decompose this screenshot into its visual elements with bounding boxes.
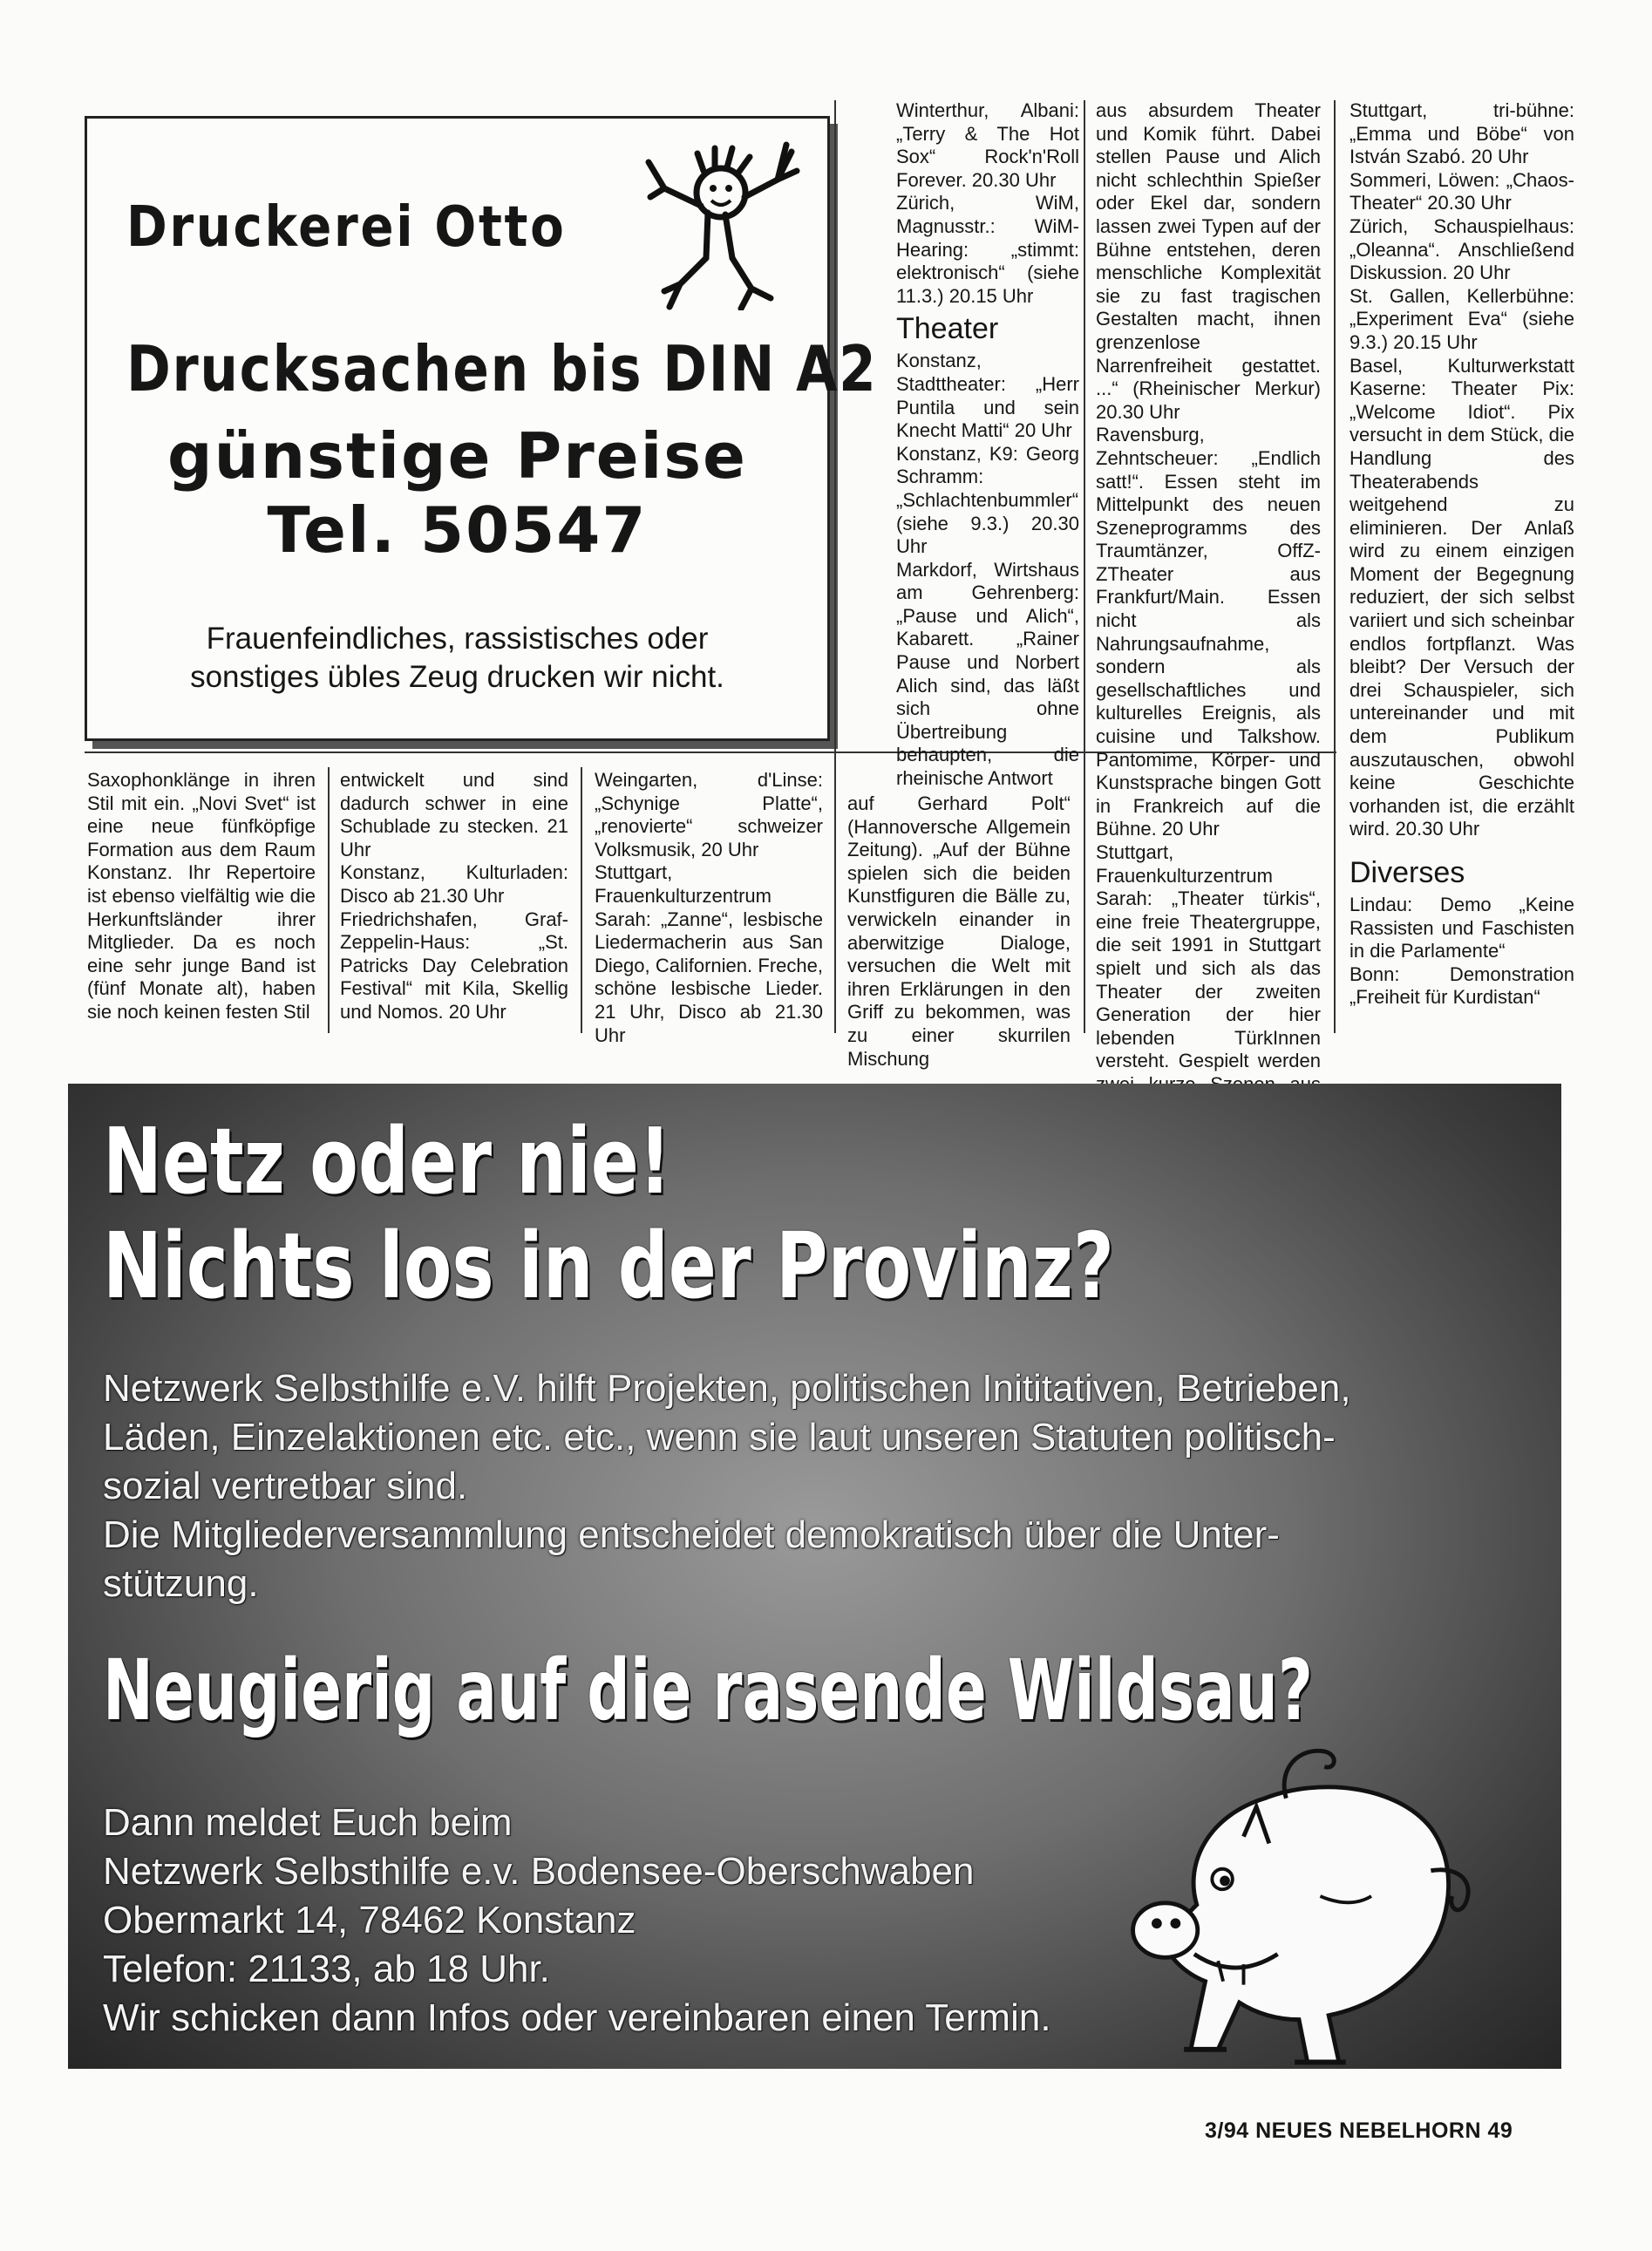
paragraph: aus absurdem Theater und Komik führt. Dabei stellen Pause und Alich nicht schlechthin Spießer oder Ekel dar, sondern lassen zwei Typen auf der Bühne entstehen, deren menschliche Komplexität sie zu fast tragischen Gestalten macht, ihnen grenzenlose Narrenfreiheit gestattet. ...“ (Rheinischer Merkur) 20.30 Uhr (1096, 99, 1321, 423)
column-rule (328, 767, 330, 1033)
ad-service: Drucksachen bis DIN A2 (126, 332, 878, 405)
paragraph: auf Gerhard Polt“ (Hannoversche Allgemein Zeitung). „Auf der Bühne spielen sich die beiden Kunstfiguren die Bälle zu, verwickeln einander in aberwitzige Dialoge, versuchen die Welt mit ihren Erklärungen in den Griff zu bekommen, was zu einer skurrilen Mischung (847, 792, 1071, 1070)
paragraph: Winterthur, Albani: „Terry & The Hot Sox“ Rock'n'Roll Forever. 20.30 Uhr (896, 99, 1079, 191)
ad-contact-line: Wir schicken dann Infos oder vereinbaren einen Termin. (103, 1996, 1051, 2039)
ad-slogan-line-2: sonstiges übles Zeug drucken wir nicht. (190, 660, 724, 694)
column-5 (1096, 99, 1321, 1166)
column-4-bottom (847, 792, 1071, 1071)
paragraph: Friedrichshafen, Graf-Zeppelin-Haus: „St. Patricks Day Celebration Festival“ mit Kila, Skellig und Nomos. 20 Uhr (340, 908, 568, 1023)
section-heading-diverses: Diverses (1349, 856, 1465, 889)
column-rule (1084, 100, 1085, 1033)
ad-contact-line: Dann meldet Euch beim (103, 1801, 513, 1844)
column-2 (340, 769, 568, 1024)
ad-headline-3: Neugierig auf die rasende Wildsau? (103, 1642, 1313, 1739)
column-3 (595, 769, 823, 1047)
paragraph: Zürich, Schauspielhaus: „Oleanna“. Anschließend Diskussion. 20 Uhr (1349, 214, 1574, 284)
ad-body-line: Läden, Einzelaktionen etc. etc., wenn sie laut unseren Statuten politisch- (103, 1416, 1336, 1459)
ad-contact-line: Netzwerk Selbsthilfe e.v. Bodensee-Oberschwaben (103, 1850, 975, 1893)
paragraph: Sommeri, Löwen: „Chaos-Theater“ 20.30 Uhr (1349, 168, 1574, 214)
paragraph: Konstanz, Kulturladen: Disco ab 21.30 Uhr (340, 861, 568, 907)
paragraph: Markdorf, Wirtshaus am Gehrenberg: „Pause und Alich“, Kabarett. „Rainer Pause und Norbert Alich sind, das läßt sich ohne Übertreibung behaupten, die rheinische Antwort (896, 558, 1079, 790)
paragraph: Lindau: Demo „Keine Rassisten und Faschisten in die Parlamente“ (1349, 894, 1574, 962)
ad-phone: Tel. 50547 (267, 493, 648, 567)
ad-body-line: Netzwerk Selbsthilfe e.V. hilft Projekten, politischen Inititativen, Betrieben, (103, 1367, 1351, 1410)
section-heading-theater: Theater (896, 312, 999, 346)
column-1 (87, 769, 316, 1024)
ad-body-line: Die Mitgliederversammlung entscheidet demokratisch über die Unter- (103, 1513, 1280, 1556)
ad-headline-2: Nichts los in der Provinz? (103, 1213, 1114, 1319)
ad-company-name: Druckerei Otto (126, 195, 567, 260)
paragraph: Stuttgart, tri-bühne: „Emma und Böbe“ von István Szabó. 20 Uhr (1349, 99, 1574, 168)
column-rule (581, 767, 582, 1033)
column-6 (1349, 99, 1574, 1010)
paragraph: Basel, Kulturwerkstatt Kaserne: Theater Pix: „Welcome Idiot“. Pix versucht in dem Stück, die Handlung des Theaterabends weitgehend zu eliminieren. Der Anlaß wird zu einem einzigen Moment der Begegnung reduziert, der sich selbst variiert und sich scheinbar endlos fortpflanzt. Was bleibt? Der Versuch der drei Schauspieler, sich untereinander und mit dem Publikum auszutauschen, obwohl keine Geschichte vorhanden ist, die erzählt wird. 20.30 Uhr (1349, 354, 1575, 840)
druckerei-ad (85, 116, 878, 741)
ad-body-line: stützung. (103, 1562, 259, 1605)
column-rule (1334, 100, 1336, 1033)
ad-slogan (87, 620, 827, 697)
column-rule (834, 100, 836, 1033)
wild-boar-icon (1116, 1709, 1482, 2084)
paragraph: Bonn: Demonstration „Freiheit für Kurdistan“ (1349, 962, 1574, 1009)
ad-contact-line: Telefon: 21133, ab 18 Uhr. (103, 1948, 550, 1990)
paragraph: Stuttgart, Frauenkulturzentrum Sarah: „Theater türkis“, eine freie Theatergruppe, die seit 1991 in Stuttgart spielt und sich als das Theater der zweiten Generation der hier lebenden TürkInnen versteht. Gespielt werden (1096, 841, 1321, 1072)
ad-contact-line: Obermarkt 14, 78462 Konstanz (103, 1899, 636, 1942)
paragraph: Stuttgart, Frauenkulturzentrum Sarah: „Zanne“, lesbische Liedermacherin aus San Diego, Californien. Freche, schöne lesbische Lieder. 21 Uhr, Disco ab 21.30 Uhr (595, 861, 823, 1046)
column-4-top (896, 99, 1079, 791)
page-footer: 3/94 NEUES NEBELHORN 49 (1205, 2118, 1513, 2143)
paragraph: Konstanz, K9: Georg Schramm: „Schlachtenbummler“ (siehe 9.3.) 20.30 Uhr (896, 442, 1079, 558)
ad-body-line: sozial vertretbar sind. (103, 1465, 468, 1507)
paragraph: Saxophonklänge in ihren Stil mit ein. „Novi Svet“ ist eine neue fünfköpfige Formation aus dem Raum Konstanz. Ihr Repertoire ist ebenso vielfältig wie die Herkunftsländer ihrer Mitglieder. Da es noch eine sehr junge Band ist (fünf Monate alt), haben sie noch keinen festen Stil (87, 769, 316, 1023)
paragraph: Konstanz, Stadttheater: „Herr Puntila und sein Knecht Matti“ 20 Uhr (896, 350, 1079, 442)
paragraph: Weingarten, d'Linse: „Schynige Platte“, „renovierte“ schweizer Volksmusik, 20 Uhr (595, 769, 823, 860)
paragraph: entwickelt und sind dadurch schwer in eine Schublade zu stecken. 21 Uhr (340, 769, 568, 860)
paragraph: Zürich, WiM, Magnusstr.: WiM-Hearing: „stimmt: elektronisch“ (siehe 11.3.) 20.15 Uhr (896, 192, 1079, 307)
ad-prices: günstige Preise (167, 419, 747, 493)
paragraph: St. Gallen, Kellerbühne: „Experiment Eva“ (siehe 9.3.) 20.15 Uhr (1349, 284, 1574, 353)
ad-slogan-line-1: Frauenfeindliches, rassistisches oder (206, 622, 709, 656)
dancing-figure-icon (638, 136, 804, 310)
paragraph: Ravensburg, Zehntscheuer: „Endlich satt!“. Essen steht im Mittelpunkt des neuen Szeneprogramms des Traumtänzer, OffZ-ZTheater aus Frankfurt/Main. Essen nicht als Nahrungsaufnahme, sondern als gesellschaftliches und kulturelles Ereignis, als cuisine und Talkshow. Pantomime, Körper- und Kunstsprache bingen Gott in Frankreich auf die Bühne. 20 Uhr (1096, 424, 1321, 840)
ad-headline-1: Netz oder nie! (103, 1108, 671, 1214)
